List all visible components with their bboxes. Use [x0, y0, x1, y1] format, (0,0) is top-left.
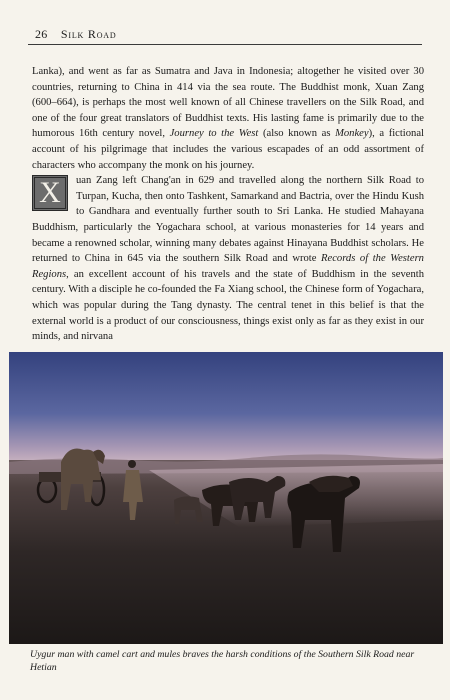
running-title: Silk Road	[60, 27, 117, 41]
paragraph-1-text-end: ), a fictional account of his pilgrimage that includes the various escapades of an odd assortment of characters who accompany the monk on his journey.	[32, 128, 424, 171]
book-title-journey: Journey to the West	[169, 128, 259, 140]
paragraph-2-text-end: , an excellent account of his travels and the state of Buddhism in the seventh century. With a disciple he co-founded the Fa Xiang school, the Chinese form of Yogachara, which was popular during the Tang dynasty. The central tenet in this belief is that the external world is a product of our consciousness, things exist only as far as they exist in our minds, and nirvana	[32, 268, 424, 343]
desert-caravan-photo	[9, 352, 443, 644]
paragraph-1-text: Lanka), and went as far as Sumatra and Java in Indonesia; altogether he visited over 30 countries, returning to China in 414 via the sea route. The Buddhist monk, Xuan Zang (600–664), is perhaps the most well known of all Chinese travellers on the Silk Road, and one of the four great translators of Buddhist texts. His lasting fame is primarily due to the humorous 16th century novel,	[32, 66, 424, 140]
paragraph-1-text-mid: (also known as	[258, 128, 336, 140]
paragraph-2	[32, 173, 424, 345]
paragraph-1	[32, 64, 424, 173]
photo-caption: Uygur man with camel cart and mules braves the harsh conditions of the Southern Silk Road near Hetian	[30, 649, 415, 673]
paragraph-2-text: uan Zang left Chang'an in 629 and travelled along the northern Silk Road to Turpan, Kucha, then onto Tashkent, Samarkand and Bactria, over the Hindu Kush to Gandhara and eventually further south to Sri Lanka. He studied Mahayana Buddhism, particularly the Yogachara school, at various monasteries for 14 years and became a renowned scholar, winning many debates against Hinayana Buddhist scholars. He returned to China in 645 via the southern Silk Road and wrote	[32, 175, 424, 265]
running-head	[35, 27, 116, 42]
page-number: 26	[35, 27, 48, 41]
sky	[9, 352, 443, 464]
book-title-records: Records of the Western Regions	[32, 253, 424, 280]
body-text	[32, 64, 424, 345]
book-title-monkey: Monkey	[335, 128, 369, 140]
drop-cap: X	[32, 175, 68, 211]
header-rule	[28, 44, 422, 45]
